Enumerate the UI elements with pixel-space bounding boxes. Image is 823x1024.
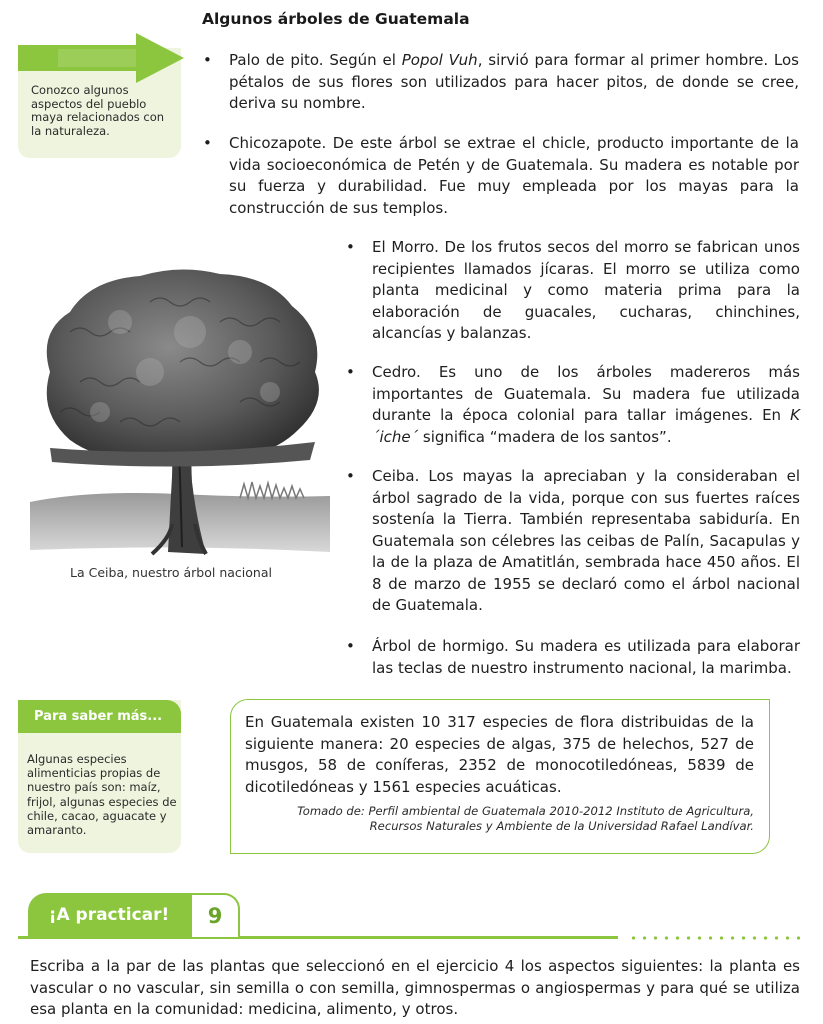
- bullet-icon: •: [203, 51, 212, 69]
- source-line: Recursos Naturales y Ambiente de la Universidad Rafael Landívar.: [369, 819, 754, 833]
- ceiba-tree-illustration: [30, 262, 330, 562]
- tree-text: Árbol de hormigo. Su madera es utilizada para elaborar las teclas de nuestro instrumento nacional, la marimba.: [372, 637, 800, 677]
- section-heading: Algunos árboles de Guatemala: [202, 10, 470, 28]
- tree-text: , sirvió para formar al primer hombre. Los pétalos de sus flores son utilizados para hacer pitos, de donde se cree, deriva su nombre.: [229, 51, 799, 112]
- tree-text: Cedro. Es uno de los árboles madereros más importantes de Guatemala. Su madera fue utilizada durante la época colonial para tallar imágenes. En: [372, 363, 800, 424]
- tree-text: significa “madera de los santos”.: [418, 427, 672, 446]
- bullet-icon: •: [346, 238, 355, 256]
- tree-text: Ceiba. Los mayas la apreciaban y la consideraban el árbol sagrado de la vida, porque con sus fuertes raíces sostenía la Tierra. También representaba sabiduría. En Guatemala son célebres las ceibas de Palín, Sacapulas y la de la plaza de Amatitlán, sembrada hace 450 años. El 8 de marzo de 1955 se declaró como el árbol nacional de Guatemala.: [372, 467, 800, 614]
- tree-text: El Morro. De los frutos secos del morro se fabrican unos recipientes llamados jícaras. El morro se utiliza como planta medicinal y como materia prima para la elaboración de guacales, cucharas, chinchines, alcancías y balanzas.: [372, 238, 800, 342]
- bullet-icon: •: [203, 134, 212, 152]
- list-item: [346, 362, 800, 448]
- saber-mas-text: Algunas especies alimenticias propias de nuestro país son: maíz, frijol, algunas especies de chile, cacao, aguacate y amaranto.: [27, 752, 177, 838]
- objective-text: Conozco algunos aspectos del pueblo maya relacionados con la naturaleza.: [31, 83, 165, 138]
- fact-source: [245, 804, 754, 834]
- exercise-instructions: Escriba a la par de las plantas que seleccionó en el ejercicio 4 los aspectos siguientes: la planta es vascular o no vascular, sin semilla o con semilla, gimnospermas o angiospermas y para qué se utiliza esa planta en la comunidad: medicina, alimento, y otros.: [30, 957, 800, 1018]
- list-item: [346, 466, 800, 617]
- tree-text: Palo de pito. Según el: [229, 51, 402, 69]
- book-title: Popol Vuh: [401, 51, 478, 69]
- practicar-label: ¡A practicar!: [28, 893, 190, 937]
- tree-text: Chicozapote. De este árbol se extrae el chicle, producto importante de la vida socioeconómica de Petén y de Guatemala. Su madera es notable por su fuerza y durabilidad. Fue muy empleada por los mayas para la construcción de sus templos.: [229, 134, 799, 217]
- bullet-icon: •: [346, 637, 355, 655]
- list-item: [346, 237, 800, 345]
- arrow-icon: [18, 33, 184, 85]
- language-name: K´iche´: [372, 406, 800, 446]
- list-item: [203, 133, 799, 219]
- list-item: [346, 636, 800, 679]
- saber-mas-title: Para saber más...: [18, 700, 181, 733]
- source-line: Tomado de: Perfil ambiental de Guatemala 2010-2012 Instituto de Agricultura,: [297, 804, 754, 818]
- image-caption: La Ceiba, nuestro árbol nacional: [70, 565, 272, 580]
- dotted-divider: [628, 936, 804, 940]
- fact-text: En Guatemala existen 10 317 especies de flora distribuidas de la siguiente manera: 20 especies de algas, 375 de helechos, 527 de musgos, 58 de coníferas, 2352 de monocotiledóneas, 5839 de dicotiledóneas y 1561 especies acuáticas.: [245, 713, 754, 796]
- list-item: [203, 50, 799, 115]
- bullet-icon: •: [346, 467, 355, 485]
- exercise-number: 9: [190, 893, 240, 937]
- bullet-icon: •: [346, 363, 355, 381]
